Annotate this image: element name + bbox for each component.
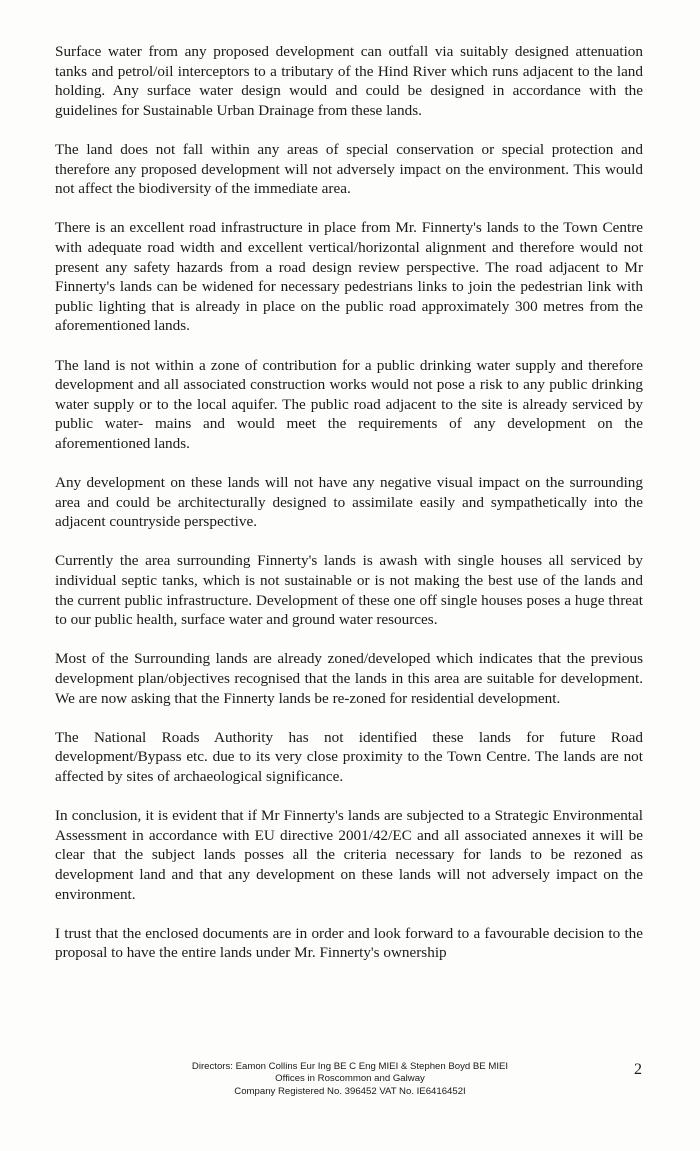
paragraph-road-infrastructure: There is an excellent road infrastructure in place from Mr. Finnerty's lands to the Town Centre with adequate road width and excellent vertical/horizontal alignment and therefore would not present any safety hazards from a road design review perspective. The road adjacent to Mr Finnerty's lands can be widened for necessary pedestrians links to join the pedestrian link with public lighting that is already in place on the public road approximately 300 metres from the aforementioned lands. (55, 219, 643, 335)
paragraph-visual-impact: Any development on these lands will not have any negative visual impact on the surrounding area and could be architecturally designed to assimilate easily and sympathetically into the adjacent countryside perspective. (55, 474, 643, 531)
paragraph-closing: I trust that the enclosed documents are in order and look forward to a favourable decision to the proposal to have the entire lands under Mr. Finnerty's ownership (55, 924, 643, 962)
paragraph-conservation: The land does not fall within any areas of special conservation or special protection and therefore any proposed development will not adversely impact on the environment. This would not affect the biodiversity of the immediate area. (55, 140, 643, 198)
paragraph-drinking-water: The land is not within a zone of contribution for a public drinking water supply and therefore development and all associated construction works would not pose a risk to any public drinking water supply or to the local aquifer. The public road adjacent to the site is already serviced by public water- mains and would meet the requirements of any development on the aforementioned lands. (55, 356, 643, 452)
document-body (55, 42, 643, 983)
page-footer (0, 1061, 700, 1098)
page-number: 2 (634, 1061, 642, 1078)
footer-offices: Offices in Roscommon and Galway (275, 1073, 425, 1085)
paragraph-surface-water: Surface water from any proposed development can outfall via suitably designed attenuation tanks and petrol/oil interceptors to a tributary of the Hind River which runs adjacent to the land holding. Any surface water design would and could be designed in accordance with the guidelines for Sustainable Urban Drainage from these lands. (55, 43, 643, 119)
footer-directors: Directors: Eamon Collins Eur Ing BE C Eng MIEI & Stephen Boyd BE MIEI (191, 1061, 509, 1072)
paragraph-septic-tanks: Currently the area surrounding Finnerty's lands is awash with single houses all serviced by individual septic tanks, which is not sustainable or is not making the best use of the lands and the current public infrastructure. Development of these one off single houses poses a huge threat to our public health, surface water and ground water resources. (55, 552, 643, 629)
paragraph-surrounding-lands: Most of the Surrounding lands are already zoned/developed which indicates that the previous development plan/objectives recognised that the lands in this area are suitable for development. We are now asking that the Finnerty lands be re-zoned for residential development. (55, 650, 643, 707)
paragraph-roads-authority: The National Roads Authority has not identified these lands for future Road development/Bypass etc. due to its very close proximity to the Town Centre. The lands are not affected by sites of archaeological significance. (55, 728, 643, 785)
footer-registration: Company Registered No. 396452 VAT No. IE6416452I (234, 1085, 466, 1097)
paragraph-conclusion: In conclusion, it is evident that if Mr Finnerty's lands are subjected to a Strategic Environmental Assessment in accordance with EU directive 2001/42/EC and all associated annexes it will be clear that the subject lands posses all the criteria necessary for lands to be rezoned as development land and that any development on these lands will not adversely impact on the environment. (55, 807, 643, 903)
